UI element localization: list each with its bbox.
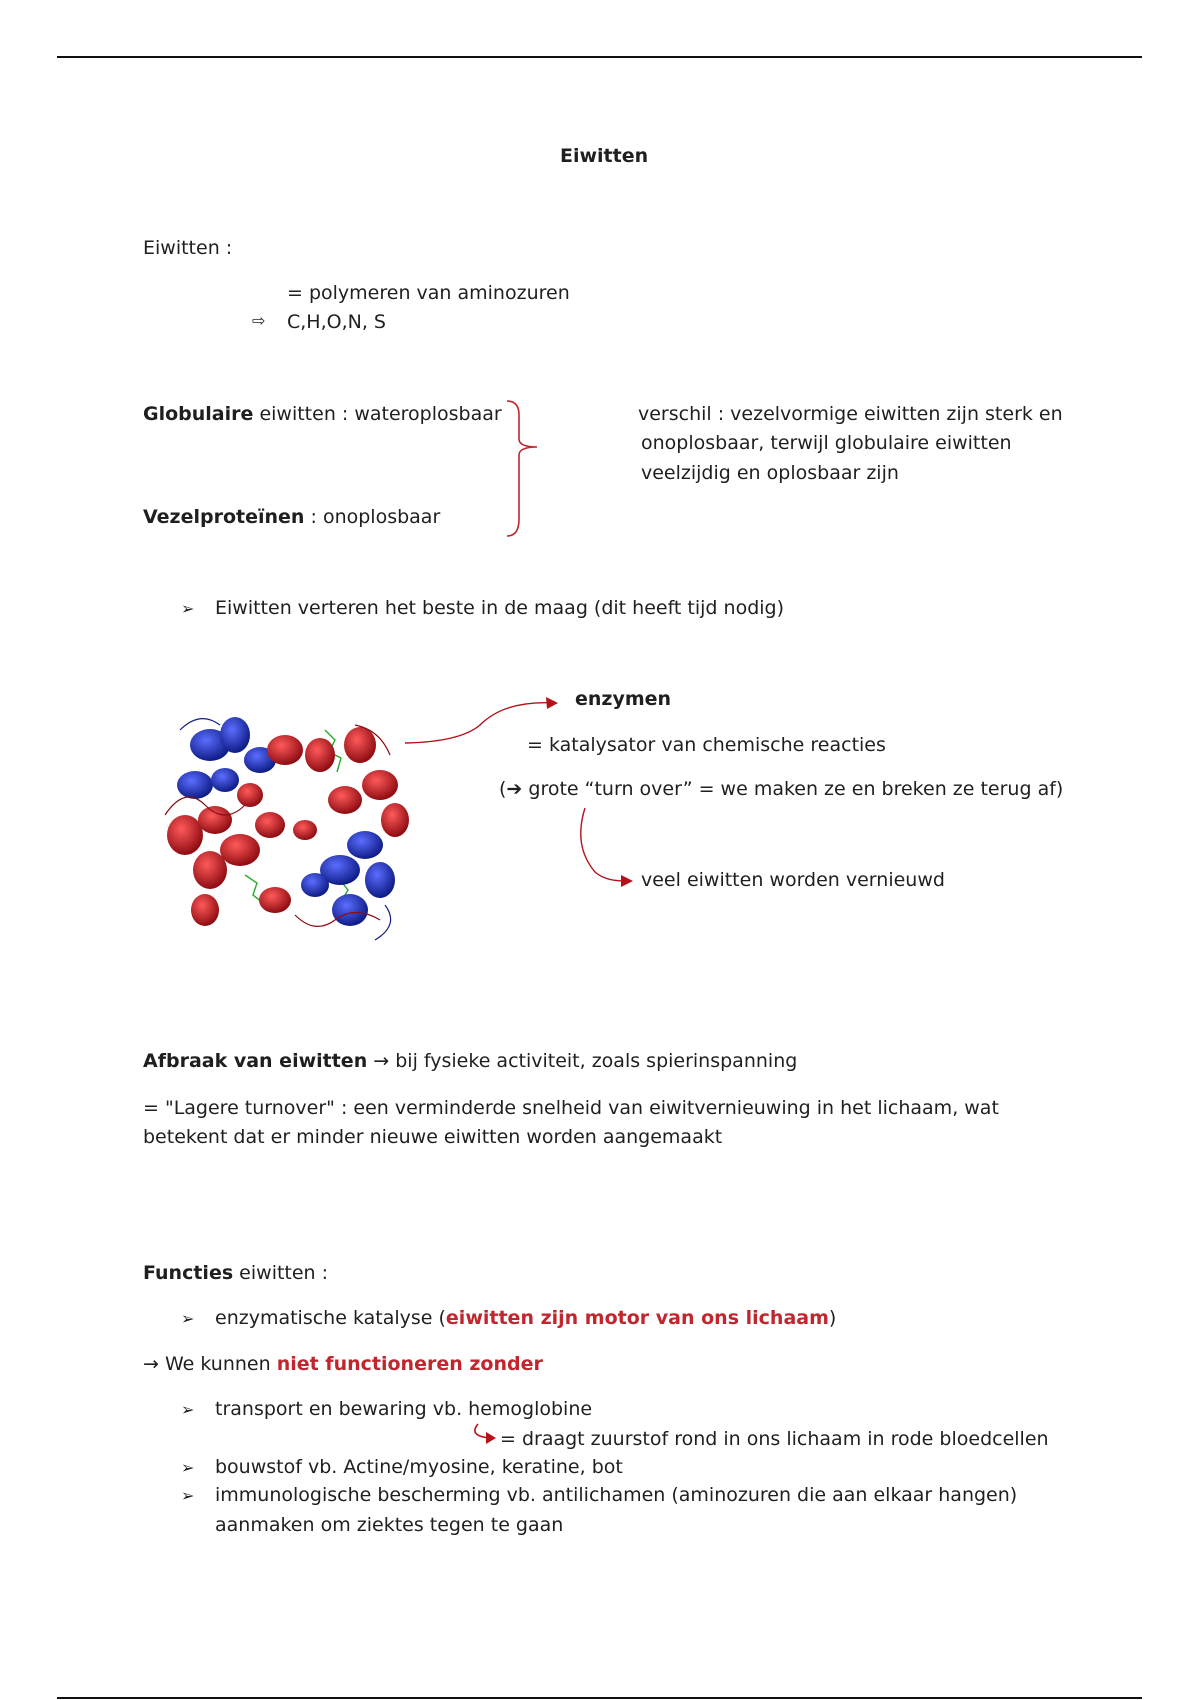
- curved-arrow-icon: [470, 1422, 500, 1446]
- functions-note-highlight: niet functioneren zonder: [276, 1353, 543, 1375]
- intro-label: Eiwitten :: [143, 237, 233, 259]
- function-item-1: [215, 1307, 836, 1329]
- turnover-line: [499, 778, 1063, 800]
- digestion-text: Eiwitten verteren het beste in de maag (dit heeft tijd nodig): [215, 597, 785, 619]
- function-item-3: bouwstof vb. Actine/myosine, keratine, bot: [215, 1456, 623, 1478]
- bracket-icon: [505, 399, 541, 539]
- enzymes-heading: enzymen: [575, 688, 672, 710]
- difference-line-2: onoplosbaar, terwijl globulaire eiwitten: [641, 432, 1012, 454]
- function-item-1-post: ): [828, 1307, 837, 1329]
- bullet-icon: ➢: [181, 1458, 195, 1477]
- globular-bold: Globulaire: [143, 403, 254, 425]
- turnover-arrow-icon: ➔: [506, 778, 523, 800]
- turnover-text: grote “turn over” = we maken ze en breken ze terug af): [522, 778, 1064, 800]
- enzymes-definition: = katalysator van chemische reacties: [527, 734, 886, 756]
- breakdown-line-1: = "Lagere turnover" : een verminderde snelheid van eiwitvernieuwing in het lichaam, wat: [143, 1097, 999, 1119]
- intro-definition: = polymeren van aminozuren: [287, 282, 570, 304]
- bullet-icon: ➢: [181, 1400, 195, 1419]
- protein-structure-image: [155, 705, 430, 955]
- page-title: Eiwitten: [560, 145, 649, 167]
- fibrous-line: [143, 506, 440, 528]
- difference-line-3: veelzijdig en oplosbaar zijn: [641, 462, 899, 484]
- breakdown-rest: bij fysieke activiteit, zoals spierinspanning: [389, 1050, 798, 1072]
- function-item-4-line-1: immunologische bescherming vb. antilichamen (aminozuren die aan elkaar hangen): [215, 1484, 1018, 1506]
- function-item-4-line-2: aanmaken om ziektes tegen te gaan: [215, 1514, 564, 1536]
- renewal-text: veel eiwitten worden vernieuwd: [641, 869, 945, 891]
- functions-rest: eiwitten :: [233, 1262, 329, 1284]
- bullet-icon: ➢: [181, 1486, 195, 1505]
- renewal-arrow-icon: [575, 806, 635, 886]
- bottom-rule: [57, 1697, 1142, 1699]
- functions-heading: [143, 1262, 328, 1284]
- globular-rest: eiwitten : wateroplosbaar: [253, 403, 502, 425]
- functions-note: [143, 1353, 543, 1375]
- fibrous-rest: : onoplosbaar: [304, 506, 441, 528]
- function-item-2-sub: = draagt zuurstof rond in ons lichaam in rode bloedcellen: [500, 1428, 1049, 1450]
- breakdown-line-2: betekent dat er minder nieuwe eiwitten worden aangemaakt: [143, 1126, 723, 1148]
- function-item-1-pre: enzymatische katalyse (: [215, 1307, 446, 1329]
- globular-line: [143, 403, 502, 425]
- bullet-icon: ➢: [181, 599, 195, 618]
- function-item-2: transport en bewaring vb. hemoglobine: [215, 1398, 593, 1420]
- difference-line-1: verschil : vezelvormige eiwitten zijn sterk en: [638, 403, 1063, 425]
- intro-arrow-icon: ⇨: [252, 311, 266, 330]
- breakdown-bold: Afbraak van eiwitten: [143, 1050, 368, 1072]
- bullet-icon: ➢: [181, 1309, 195, 1328]
- top-rule: [57, 56, 1142, 58]
- turnover-open-paren: (: [499, 778, 507, 800]
- functions-bold: Functies: [143, 1262, 234, 1284]
- fibrous-bold: Vezelproteïnen: [143, 506, 305, 528]
- functions-note-pre: We kunnen: [158, 1353, 277, 1375]
- breakdown-arrow-icon: →: [373, 1050, 390, 1072]
- function-item-1-highlight: eiwitten zijn motor van ons lichaam: [445, 1307, 829, 1329]
- breakdown-line: [143, 1050, 797, 1072]
- intro-elements: C,H,O,N, S: [287, 311, 386, 333]
- functions-note-arrow-icon: →: [143, 1353, 159, 1375]
